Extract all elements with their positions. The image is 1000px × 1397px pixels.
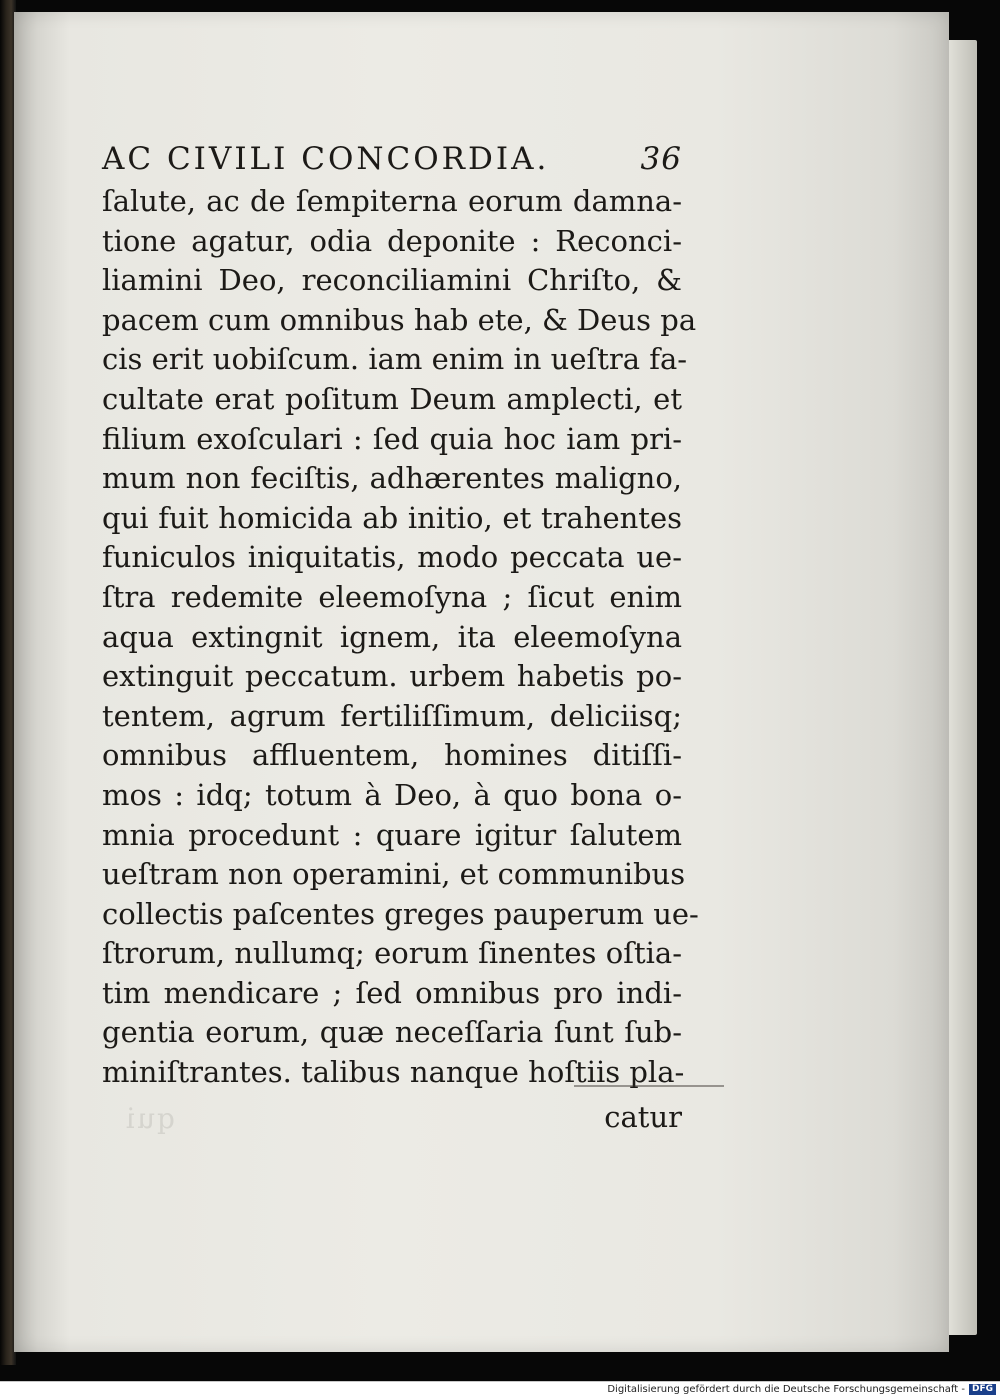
text-line: collectis paſcentes greges pauperum ue- — [102, 896, 699, 931]
text-line: pacem cum omnibus hab ete, & Deus pa — [102, 302, 697, 337]
text-line: extinguit peccatum. urbem habetis po- — [102, 659, 682, 694]
text-line: cis erit uobiſcum. iam enim in ueſtra fa- — [102, 342, 688, 377]
text-line: aqua extingnit ignem, ita eleemoſyna — [102, 619, 682, 654]
ink-stroke — [574, 1085, 724, 1087]
text-line: ſtrorum, nullumq; eorum ſinentes oſtia- — [102, 936, 682, 971]
text-line: ueſtram non operamini, et communibus — [102, 857, 686, 892]
text-line: filium exoſculari : ſed quia hoc iam pri- — [102, 421, 682, 456]
running-head-title: AC CIVILI CONCORDIA. — [102, 141, 550, 177]
text-block — [102, 136, 699, 1137]
footer-credit: Digitalisierung gefördert durch die Deutsche Forschungsgemeinschaft - — [607, 1384, 965, 1395]
body-text — [102, 182, 699, 1093]
text-line: mnia procedunt : quare igitur ſalutem — [102, 817, 682, 852]
digitization-footer — [0, 1381, 1000, 1397]
text-line: qui fuit homicida ab initio, et trahentes — [102, 500, 682, 535]
text-line: ſalute, ac de ſempiterna eorum damna- — [102, 184, 682, 218]
text-line: gentia eorum, quæ neceſſaria ſunt ſub- — [102, 1015, 682, 1050]
catchword: catur — [604, 1099, 682, 1134]
text-line: mum non feciſtis, adhærentes maligno, — [102, 461, 682, 496]
text-line: cultate erat poſitum Deum amplecti, et — [102, 381, 682, 416]
show-through-text: qui — [124, 1102, 175, 1135]
page-number: 36 — [640, 141, 682, 177]
text-line: ſtra redemite eleemoſyna ; ſicut enim — [102, 579, 682, 614]
text-line: funiculos iniquitatis, modo peccata ue- — [102, 540, 682, 575]
text-line: omnibus affluentem, homines ditiſſi- — [102, 738, 682, 773]
text-line: liamini Deo, reconciliamini Chriſto, & — [102, 263, 682, 298]
scanned-page — [14, 12, 949, 1352]
text-line: tim mendicare ; ſed omnibus pro indi- — [102, 975, 682, 1010]
text-line: tione agatur, odia deponite : Reconci- — [102, 223, 682, 258]
text-line: miniſtrantes. talibus nanque hoſtiis pla- — [102, 1055, 685, 1090]
text-line: mos : idq; totum à Deo, à quo bona o- — [102, 777, 682, 812]
text-line: tentem, agrum fertiliſſimum, deliciisq; — [102, 698, 682, 733]
running-head — [102, 136, 682, 182]
dfg-logo-icon: DFG — [969, 1384, 996, 1395]
